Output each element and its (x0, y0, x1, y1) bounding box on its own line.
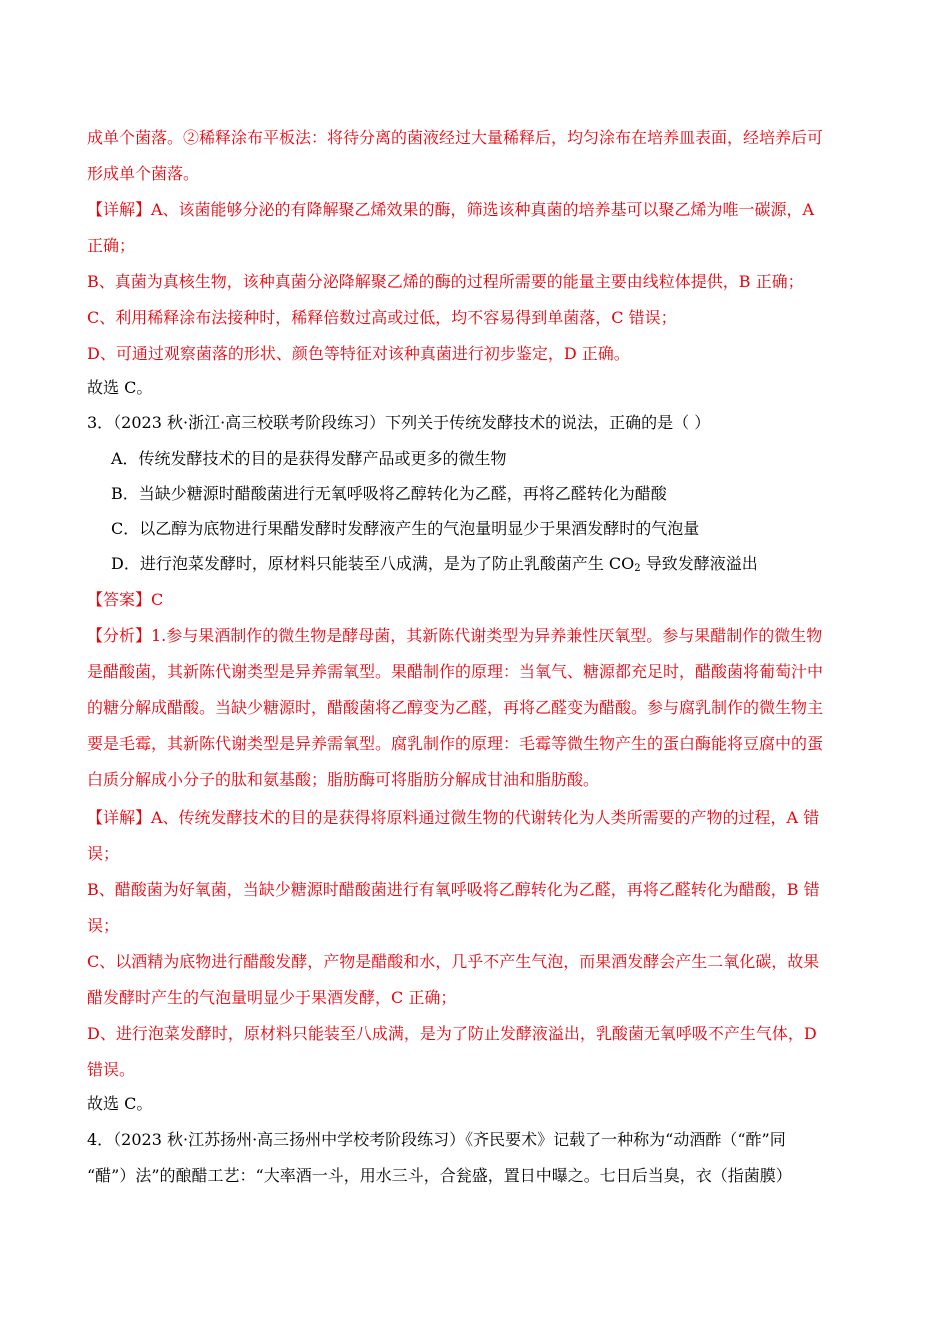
q3-option-a: A．传统发酵技术的目的是获得发酵产品或更多的微生物 (111, 449, 507, 468)
q3-detail-line-2: 误； (87, 844, 120, 863)
q3-detail-line-4: 误； (87, 916, 120, 935)
q2-conclusion: 故选 C。 (87, 378, 153, 397)
q3-detail-line-3: B、醋酸菌为好氧菌，当缺少糖源时醋酸菌进行有氧呼吸将乙醇转化为乙醛，再将乙醛转化为醋酸，B 错 (87, 880, 820, 899)
q3-analysis-line-2: 是醋酸菌，其新陈代谢类型是异养需氧型。果醋制作的原理：当氧气、糖源都充足时，醋酸菌将葡萄汁中 (87, 662, 824, 681)
q3-analysis-line-3: 的糖分解成醋酸。当缺少糖源时，醋酸菌将乙醇变为乙醛，再将乙醛变为醋酸。参与腐乳制作的微生物主 (87, 698, 824, 717)
q3-detail-line-5: C、以酒精为底物进行醋酸发酵，产物是醋酸和水，几乎不产生气泡，而果酒发酵会产生二氧化碳，故果 (87, 952, 820, 971)
q3-option-d-part2: 导致发酵液溢出 (640, 554, 758, 573)
q3-conclusion: 故选 C。 (87, 1094, 153, 1113)
q3-analysis-line-1: 【分析】1.参与果酒制作的微生物是酵母菌，其新陈代谢类型为异养兼性厌氧型。参与果醋制作的微生物 (87, 626, 823, 645)
q2-analysis-line-2: 形成单个菌落。 (87, 164, 200, 183)
q3-option-d-co: CO (608, 554, 635, 573)
q3-stem: 3．（2023 秋·浙江·高三校联考阶段练习）下列关于传统发酵技术的说法，正确的是（ ） (87, 413, 711, 432)
q2-analysis-line-1: 成单个菌落。②稀释涂布平板法：将待分离的菌液经过大量稀释后，均匀涂布在培养皿表面，经培养后可 (87, 128, 824, 147)
q3-option-d (111, 554, 758, 574)
q4-stem-line-1: 4．（2023 秋·江苏扬州·高三扬州中学校考阶段练习）《齐民要术》记载了一种称为“动酒酢（“酢”同 (87, 1130, 786, 1149)
q3-option-b: B．当缺少糖源时醋酸菌进行无氧呼吸将乙醇转化为乙醛，再将乙醛转化为醋酸 (111, 484, 667, 503)
q4-stem-line-2: “醋”）法”的酿醋工艺：“大率酒一斗，用水三斗，合瓮盛，置日中曝之。七日后当臭，衣（指菌膜） (87, 1166, 792, 1185)
q3-option-c: C．以乙醇为底物进行果醋发酵时发酵液产生的气泡量明显少于果酒发酵时的气泡量 (111, 519, 700, 538)
q3-answer: 【答案】C (87, 590, 164, 609)
q3-detail-line-6: 醋发酵时产生的气泡量明显少于果酒发酵，C 正确； (87, 988, 457, 1007)
q3-detail-line-8: 错误。 (87, 1060, 136, 1079)
q3-detail-line-7: D、进行泡菜发酵时，原材料只能装至八成满，是为了防止发酵液溢出，乳酸菌无氧呼吸不产生气体，D (87, 1024, 817, 1043)
q3-analysis-line-5: 白质分解成小分子的肽和氨基酸；脂肪酶可将脂肪分解成甘油和脂肪酸。 (87, 770, 600, 789)
q2-detail-line-3: B、真菌为真核生物，该种真菌分泌降解聚乙烯的酶的过程所需要的能量主要由线粒体提供，B 正确； (87, 272, 804, 291)
q3-detail-line-1: 【详解】A、传统发酵技术的目的是获得将原料通过微生物的代谢转化为人类所需要的产物的过程，A 错 (87, 808, 820, 827)
q3-analysis-line-4: 要是毛霉，其新陈代谢类型是异养需氧型。腐乳制作的原理：毛霉等微生物产生的蛋白酶能将豆腐中的蛋 (87, 734, 824, 753)
q2-detail-line-1: 【详解】A、该菌能够分泌的有降解聚乙烯效果的酶，筛选该种真菌的培养基可以聚乙烯为唯一碳源，A (87, 200, 815, 219)
q2-detail-line-2: 正确； (87, 236, 136, 255)
q2-detail-line-5: D、可通过观察菌落的形状、颜色等特征对该种真菌进行初步鉴定，D 正确。 (87, 344, 630, 363)
q2-detail-line-4: C、利用稀释涂布法接种时，稀释倍数过高或过低，均不容易得到单菌落，C 错误； (87, 308, 677, 327)
q3-option-d-part1: D．进行泡菜发酵时，原材料只能装至八成满，是为了防止乳酸菌产生 (111, 554, 609, 573)
q3-option-d-subscript: 2 (634, 563, 641, 574)
